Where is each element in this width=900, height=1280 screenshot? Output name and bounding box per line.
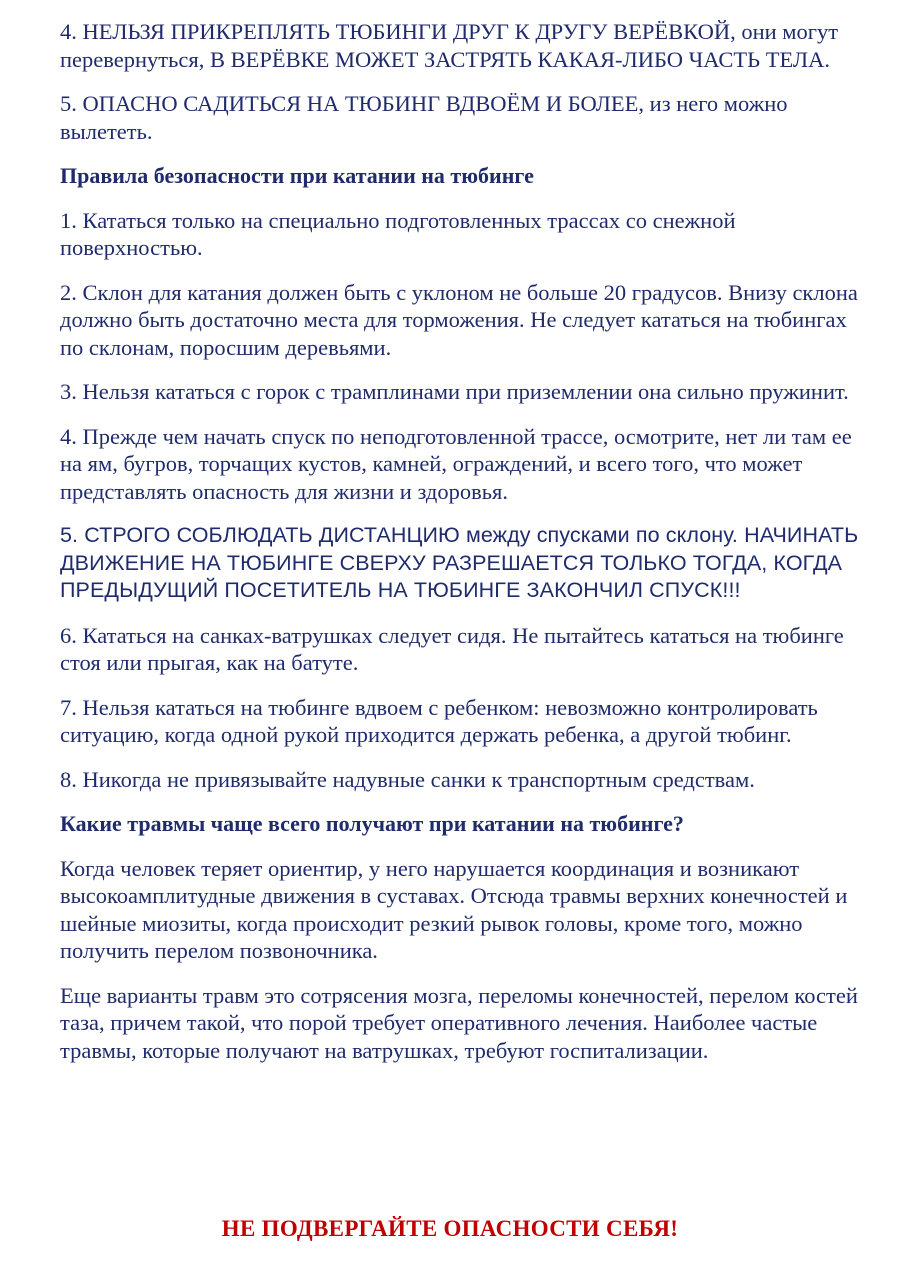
injuries-paragraph-2: Еще варианты травм это сотрясения мозга, переломы конечностей, перелом костей таза, причем такой, что порой требует оперативного лечения. Наиболее частые травмы, которые получают на ватрушках, требуют госпитализации. [60, 982, 858, 1063]
rules-heading: Правила безопасности при катании на тюбинге [60, 163, 534, 188]
final-warning: НЕ ПОДВЕРГАЙТЕ ОПАСНОСТИ СЕБЯ! [221, 1216, 679, 1241]
rule-7: 7. Нельзя кататься на тюбинге вдвоем с ребенком: невозможно контролировать ситуацию, когда одной рукой приходится держать ребенка, а другой тюбинг. [60, 694, 818, 747]
intro-item-5: 5. ОПАСНО САДИТЬСЯ НА ТЮБИНГ ВДВОЁМ И БОЛЕЕ, из него можно вылететь. [60, 91, 788, 144]
rule-6: 6. Кататься на санках-ватрушках следует сидя. Не пытайтесь кататься на тюбинге стоя или прыгая, как на батуте. [60, 622, 844, 675]
injuries-paragraph-1: Когда человек теряет ориентир, у него нарушается координация и возникают высокоамплитудные движения в суставах. Отсюда травмы верхних конечностей и шейные миозиты, когда происходит резкий рывок головы, кроме того, можно получить перелом позвоночника. [60, 855, 848, 963]
intro-item-4: 4. НЕЛЬЗЯ ПРИКРЕПЛЯТЬ ТЮБИНГИ ДРУГ К ДРУГУ ВЕРЁВКОЙ, они могут перевернуться, В ВЕРЁВКЕ МОЖЕТ ЗАСТРЯТЬ КАКАЯ-ЛИБО ЧАСТЬ ТЕЛА. [60, 19, 839, 72]
rule-4: 4. Прежде чем начать спуск по неподготовленной трассе, осмотрите, нет ли там ее на ям, бугров, торчащих кустов, камней, ограждений, и всего того, что может представлять опасность для жизни и здоровья. [60, 423, 852, 504]
rule-3: 3. Нельзя кататься с горок с трамплинами при приземлении она сильно пружинит. [60, 379, 849, 404]
document-body [60, 18, 872, 1081]
rule-2: 2. Склон для катания должен быть с уклоном не больше 20 градусов. Внизу склона должно быть достаточно места для торможения. Не следует кататься на тюбингах по склонам, поросшим деревьями. [60, 279, 858, 360]
rule-1: 1. Кататься только на специально подготовленных трассах со снежной поверхностью. [60, 207, 736, 260]
injuries-heading: Какие травмы чаще всего получают при катании на тюбинге? [60, 811, 684, 836]
rule-5: 5. СТРОГО СОБЛЮДАТЬ ДИСТАНЦИЮ между спусками по склону. НАЧИНАТЬ ДВИЖЕНИЕ НА ТЮБИНГЕ СВЕРХУ РАЗРЕШАЕТСЯ ТОЛЬКО ТОГДА, КОГДА ПРЕДЫДУЩИЙ ПОСЕТИТЕЛЬ НА ТЮБИНГЕ ЗАКОНЧИЛ СПУСК!!! [60, 523, 859, 602]
rule-8: 8. Никогда не привязывайте надувные санки к транспортным средствам. [60, 766, 755, 792]
